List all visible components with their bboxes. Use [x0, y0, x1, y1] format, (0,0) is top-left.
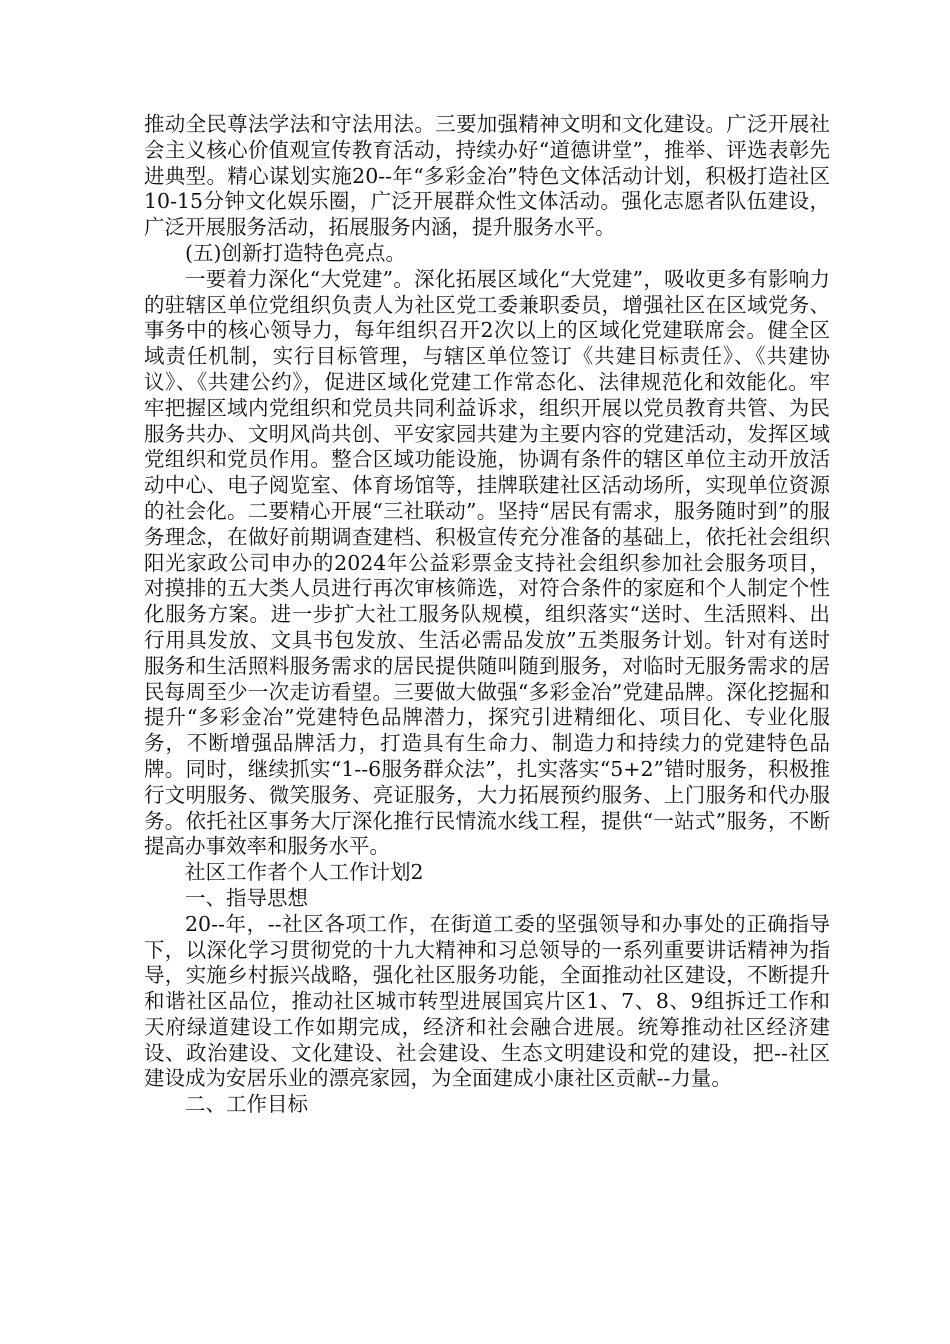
document-subtitle: 社区工作者个人工作计划2	[185, 860, 424, 885]
body-paragraph: 20--年，--社区各项工作，在街道工委的坚强领导和办事处的正确指导下，以深化学习贯彻党的十九大精神和习总领导的一系列重要讲话精神为指导，实施乡村振兴战略，强化社区服务功能，全面推动社区建设，不断提升和谐社区品位，推动社区城市转型进展国宾片区1、7、8、9组拆迁工作和天府绿道建设工作如期完成，经济和社会融合进展。统筹推动社区经济建设、政治建设、文化建设、社会建设、生态文明建设和党的建设，把--社区建设成为安居乐业的漂亮家园，为全面建成小康社区贡献--力量。	[144, 911, 830, 1091]
section-heading: (五)创新打造特色亮点。	[185, 240, 406, 265]
document-page	[144, 112, 830, 1118]
section-heading: 二、工作目标	[185, 1092, 308, 1117]
body-paragraph: 一要着力深化“大党建”。深化拓展区域化“大党建”，吸收更多有影响力的驻辖区单位党组织负责人为社区党工委兼职委员，增强社区在区域党务、事务中的核心领导力，每年组织召开2次以上的区域化党建联席会。健全区域责任机制，实行目标管理，与辖区单位签订《共建目标责任》、《共建协议》、《共建公约》，促进区域化党建工作常态化、法律规范化和效能化。牢牢把握区域内党组织和党员共同利益诉求，组织开展以党员教育共管、为民服务共办、文明风尚共创、平安家园共建为主要内容的党建活动，发挥区域党组织和党员作用。整合区域功能设施，协调有条件的辖区单位主动开放活动中心、电子阅览室、体育场馆等，挂牌联建社区活动场所，实现单位资源的社会化。二要精心开展“三社联动”。坚持“居民有需求，服务随时到”的服务理念，在做好前期调查建档、积极宣传充分准备的基础上，依托社会组织阳光家政公司申办的2024年公益彩票金支持社会组织参加社会服务项目，对摸排的五大类人员进行再次审核筛选，对符合条件的家庭和个人制定个性化服务方案。进一步扩大社工服务队规模，组织落实“送时、生活照料、出行用具发放、文具书包发放、生活必需品发放”五类服务计划。针对有送时服务和生活照料服务需求的居民提供随叫随到服务，对临时无服务需求的居民每周至少一次走访看望。三要做大做强“多彩金冶”党建品牌。深化挖掘和提升“多彩金冶”党建特色品牌潜力，探究引进精细化、项目化、专业化服务，不断增强品牌活力，打造具有生命力、制造力和持续力的党建特色品牌。同时，继续抓实“1--6服务群众法”，扎实落实“5+2”错时服务，积极推行文明服务、微笑服务、亮证服务，大力拓展预约服务、上门服务和代办服务。依托社区事务大厅深化推行民情流水线工程，提供“一站式”服务，不断提高办事效率和服务水平。	[144, 266, 830, 859]
body-paragraph: 推动全民尊法学法和守法用法。三要加强精神文明和文化建设。广泛开展社会主义核心价值观宣传教育活动，持续办好“道德讲堂”，推举、评选表彰先进典型。精心谋划实施20--年“多彩金冶”特色文体活动计划，积极打造社区10-15分钟文化娱乐圈，广泛开展群众性文体活动。强化志愿者队伍建设，广泛开展服务活动，拓展服务内涵，提升服务水平。	[144, 112, 830, 240]
section-heading: 一、指导思想	[185, 885, 308, 910]
